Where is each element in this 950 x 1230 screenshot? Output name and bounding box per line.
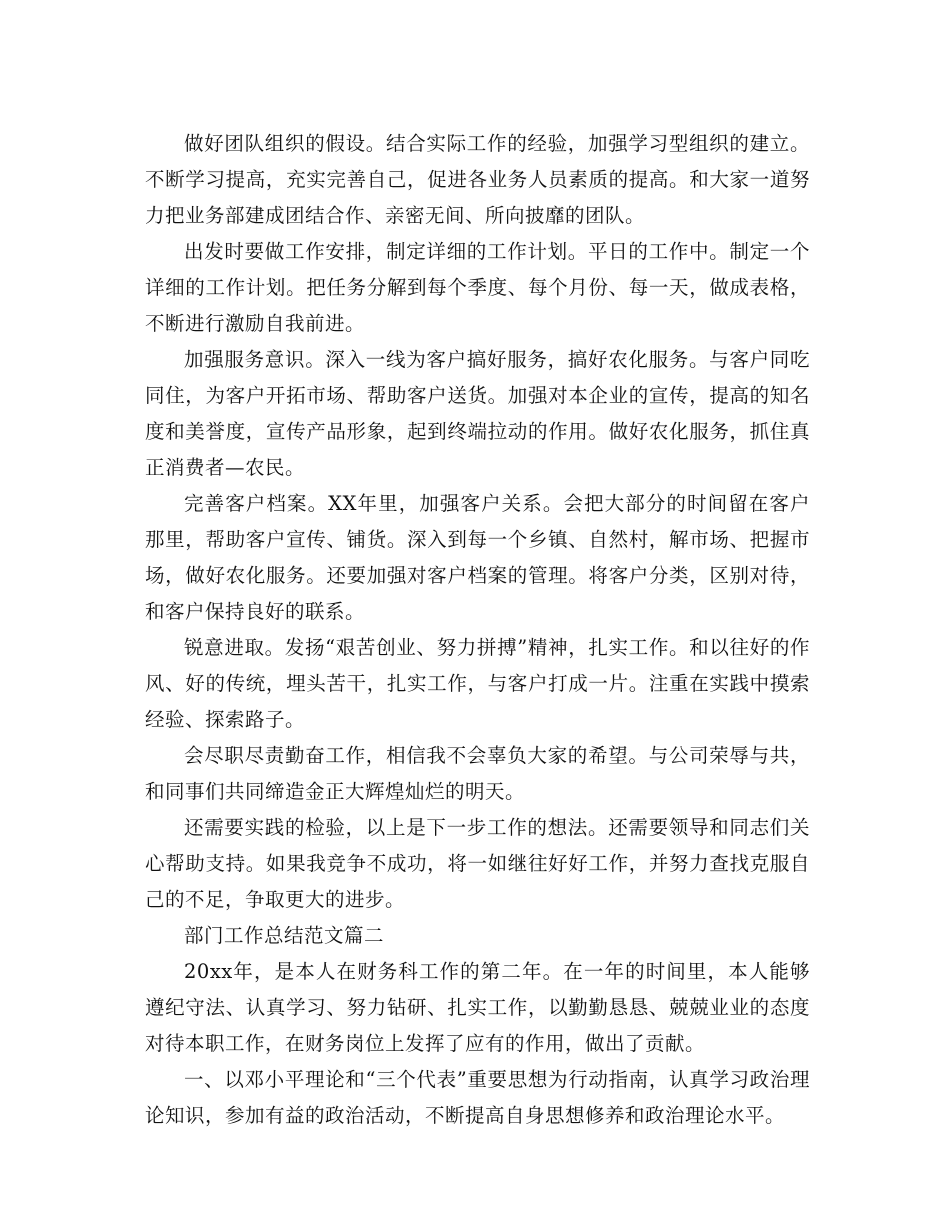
paragraph-work-plan: 出发时要做工作安排，制定详细的工作计划。平日的工作中。制定一个详细的工作计划。把任务分解到每个季度、每个月份、每一天，做成表格，不断进行激励自我前进。	[145, 240, 810, 335]
paragraph-forge-ahead: 锐意进取。发扬“艰苦创业、努力拼搏”精神，扎实工作。和以往好的作风、好的传统，埋头苦干，扎实工作，与客户打成一片。注重在实践中摸索经验、探索路子。	[145, 636, 810, 731]
paragraph-finance-intro: 20xx年，是本人在财务科工作的第二年。在一年的时间里，本人能够遵纪守法、认真学习、努力钻研、扎实工作，以勤勤恳恳、兢兢业业的态度对待本职工作，在财务岗位上发挥了应有的作用，做出了贡献。	[145, 960, 810, 1055]
paragraph-team-building: 做好团队组织的假设。结合实际工作的经验，加强学习型组织的建立。不断学习提高，充实完善自己，促进各业务人员素质的提高。和大家一道努力把业务部建成团结合作、亲密无间、所向披靡的团队。	[145, 132, 810, 227]
paragraph-political-study: 一、以邓小平理论和“三个代表”重要思想为行动指南，认真学习政治理论知识，参加有益的政治活动，不断提高自身思想修养和政治理论水平。	[145, 1068, 810, 1127]
paragraph-customer-records: 完善客户档案。XX年里，加强客户关系。会把大部分的时间留在客户那里，帮助客户宣传、铺货。深入到每一个乡镇、自然村，解市场、把握市场，做好农化服务。还要加强对客户档案的管理。将客户分类，区别对待，和客户保持良好的联系。	[145, 492, 810, 623]
document-body	[145, 126, 810, 1134]
paragraph-diligence: 会尽职尽责勤奋工作，相信我不会辜负大家的希望。与公司荣辱与共，和同事们共同缔造金正大辉煌灿烂的明天。	[145, 744, 810, 803]
paragraph-closing: 还需要实践的检验，以上是下一步工作的想法。还需要领导和同志们关心帮助支持。如果我竞争不成功，将一如继往好好工作，并努力查找克服自己的不足，争取更大的进步。	[145, 816, 810, 911]
section-heading: 部门工作总结范文篇二	[184, 924, 385, 947]
paragraph-service-awareness: 加强服务意识。深入一线为客户搞好服务，搞好农化服务。与客户同吃同住，为客户开拓市场、帮助客户送货。加强对本企业的宣传，提高的知名度和美誉度，宣传产品形象，起到终端拉动的作用。做好农化服务，抓住真正消费者—农民。	[145, 348, 810, 479]
